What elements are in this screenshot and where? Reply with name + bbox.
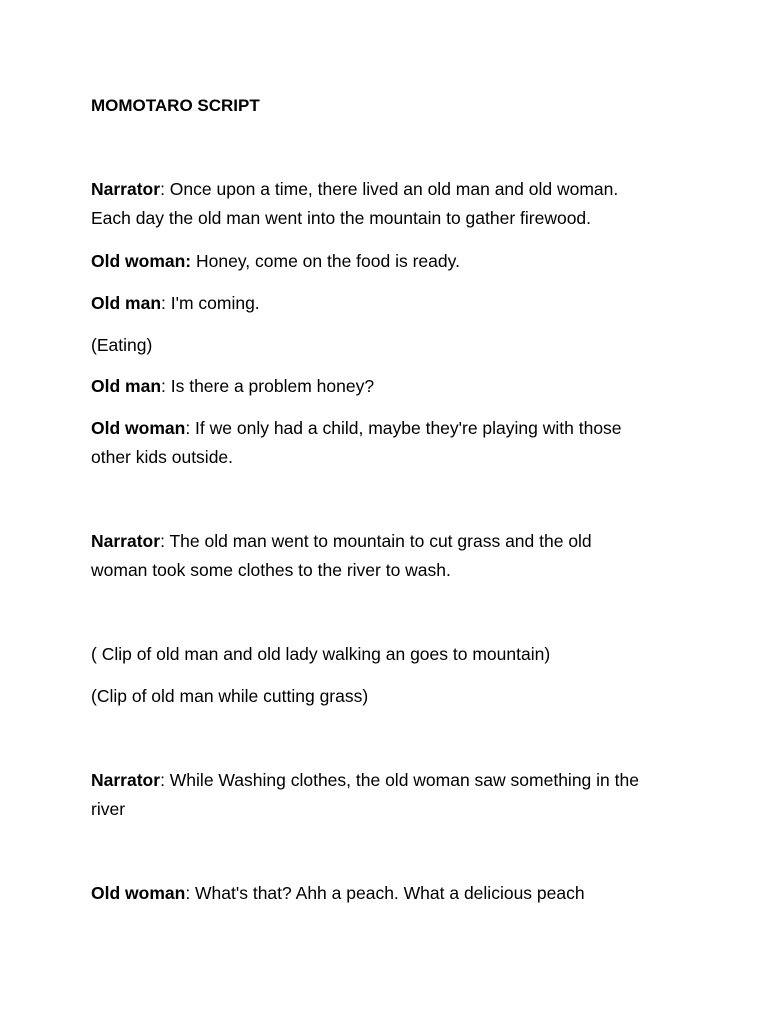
dialogue-text: : While Washing clothes, the old woman saw something in the <box>160 770 639 790</box>
script-paragraph-narrator-mountain <box>91 527 691 585</box>
stage-direction-text: (Eating) <box>91 335 153 355</box>
dialogue-text: : If we only had a child, maybe they're playing with those <box>185 418 622 438</box>
stage-direction-walking-clip <box>91 640 691 669</box>
script-paragraph-old-woman-child <box>91 414 691 472</box>
stage-direction-text: (Clip of old man while cutting grass) <box>91 686 369 706</box>
dialogue-text: : I'm coming. <box>161 293 260 313</box>
stage-direction-eating <box>91 331 691 360</box>
speaker-name: Narrator <box>91 531 161 551</box>
dialogue-text: Honey, come on the food is ready. <box>191 251 460 271</box>
dialogue-continuation: other kids outside. <box>91 447 234 467</box>
dialogue-text: : Is there a problem honey? <box>161 376 375 396</box>
paragraph-line <box>91 247 691 276</box>
speaker-name: Old woman <box>91 418 186 438</box>
script-paragraph-narrator-washing <box>91 766 691 824</box>
speaker-name: Narrator <box>91 770 161 790</box>
script-paragraph-old-man-coming <box>91 289 691 318</box>
stage-direction-cutting-clip <box>91 682 691 711</box>
dialogue-continuation: woman took some clothes to the river to wash. <box>91 560 451 580</box>
speaker-name: Old woman <box>91 883 186 903</box>
dialogue-text: : What's that? Ahh a peach. What a delicious peach <box>185 883 585 903</box>
paragraph-line <box>91 289 691 318</box>
speaker-name: Old man <box>91 293 162 313</box>
dialogue-text: : The old man went to mountain to cut grass and the old <box>160 531 592 551</box>
paragraph-line <box>91 527 691 556</box>
script-paragraph-old-woman-peach <box>91 879 691 908</box>
paragraph-line <box>91 175 691 204</box>
speaker-name: Old woman: <box>91 251 192 271</box>
dialogue-continuation: river <box>91 799 126 819</box>
speaker-name: Narrator <box>91 179 161 199</box>
paragraph-line <box>91 766 691 795</box>
speaker-name: Old man <box>91 376 162 396</box>
stage-direction-text: ( Clip of old man and old lady walking an goes to mountain) <box>91 644 551 664</box>
dialogue-continuation: Each day the old man went into the mountain to gather firewood. <box>91 208 592 228</box>
paragraph-line <box>91 414 691 443</box>
script-paragraph-narrator-intro <box>91 175 691 233</box>
document-title: MOMOTARO SCRIPT <box>91 96 260 115</box>
script-paragraph-old-man-problem <box>91 372 691 401</box>
dialogue-text: : Once upon a time, there lived an old man and old woman. <box>160 179 619 199</box>
script-paragraph-old-woman-food <box>91 247 691 276</box>
paragraph-line <box>91 879 691 908</box>
paragraph-line <box>91 372 691 401</box>
